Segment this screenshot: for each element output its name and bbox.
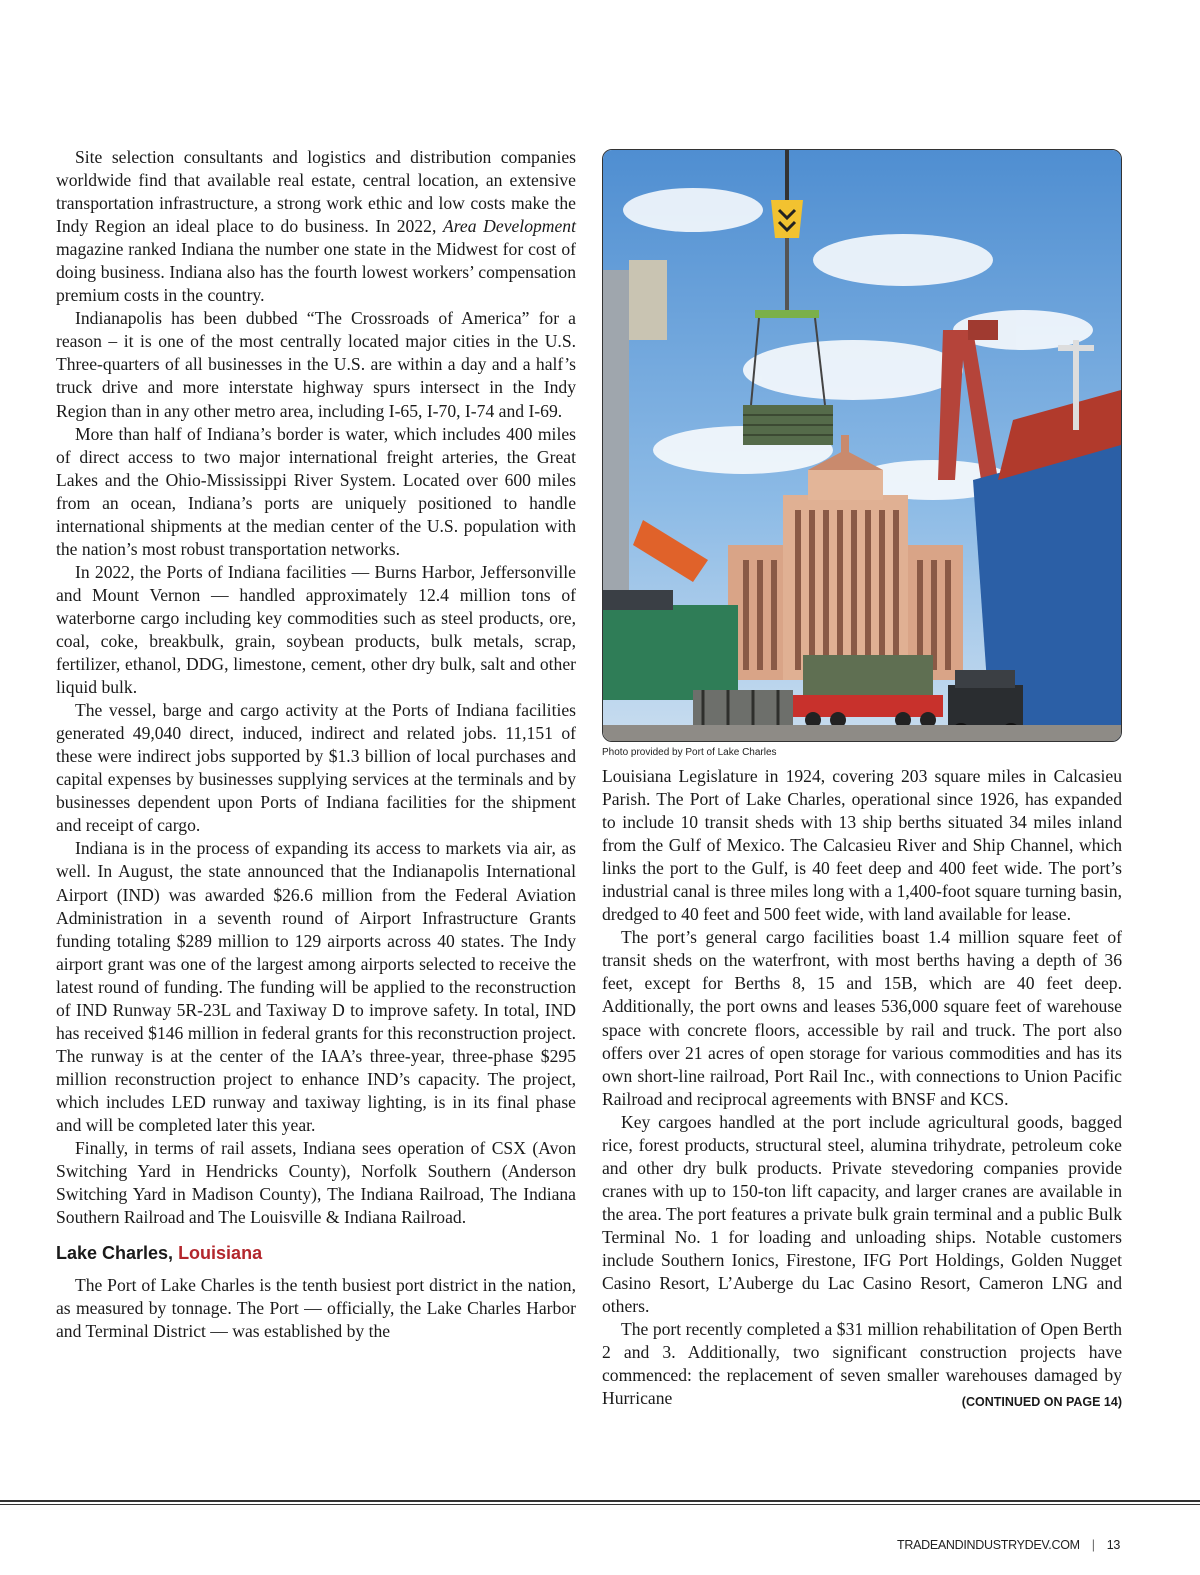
paragraph: Indianapolis has been dubbed “The Crossroads of America” for a reason – it is one of the most centrally located major cities in the U.S. Three-quarters of all businesses in the U.S. are within a day and a half’s truck drive and more interstate highway spurs intersect in the Indy Region than in any other metro area, including I-65, I-70, I-74 and I-69. [56, 308, 576, 421]
paragraph: Site selection consultants and logistics and distribution companies worldwide find that available real estate, central location, an extensive transportation infrastructure, a strong work ethic and low costs make the Indy Region an ideal place to do business. In 2022, Area Development magazine ranked Indiana the number one state in the Midwest for cost of doing business. Indiana also has the fourth lowest workers’ compensation premium costs in the country. [56, 147, 576, 306]
footer-rule [0, 1500, 1200, 1502]
section-heading-lake-charles: Lake Charles, Louisiana [56, 1243, 263, 1264]
right-column [602, 146, 1122, 1414]
port-photo-illustration [603, 150, 1121, 741]
paragraph: Louisiana Legislature in 1924, covering 203 square miles in Calcasieu Parish. The Port of Lake Charles, operational since 1926, has expanded to include 10 transit sheds with 13 ship berths situated 34 miles inland from the Gulf of Mexico. The Calcasieu River and Ship Channel, which links the port to the Gulf, is 40 feet deep and 400 feet wide. The port’s industrial canal is three miles long with a 1,400-foot square turning basin, dredged to 40 feet and 500 feet wide, with land available for lease. [602, 766, 1122, 925]
paragraph: Indiana is in the process of expanding its access to markets via air, as well. In August, the state announced that the Indianapolis International Airport (IND) was awarded $26.6 million from the Federal Aviation Administration in a seventh round of Airport Infrastructure Grants funding totaling $289 million to 129 airports across 40 states. The Indy airport grant was one of the largest among airports selected to receive the latest round of funding. The funding will be applied to the reconstruction of IND Runway 5R-23L and Taxiway D to improve safety. In total, IND has received $146 million in federal grants for this reconstruction project. The runway is at the center of the IAA’s three-year, three-phase $295 million reconstruction project to enhance IND’s capacity. The project, which includes LED runway and taxiway lighting, is in its final phase and will be completed later this year. [56, 838, 576, 1135]
continued-on-page-note: (CONTINUED ON PAGE 14) [961, 1395, 1122, 1410]
paragraph: The port’s general cargo facilities boast 1.4 million square feet of transit sheds on the waterfront, with most berths having a depth of 36 feet, except for Berths 8, 15 and 15B, which are 40 feet deep. Additionally, the port owns and leases 536,000 square feet of warehouse space with concrete floors, accessible by rail and truck. The port also offers over 21 acres of open storage for various commodities and has its own short-line railroad, Port Rail Inc., with connections to Union Pacific Railroad and reciprocal agreements with BNSF and KCS. [602, 927, 1122, 1109]
paragraph: The vessel, barge and cargo activity at the Ports of Indiana facilities generated 49,040 direct, induced, indirect and related jobs. 11,151 of these were indirect jobs supported by $1.3 billion of local purchases and capital expenses by businesses supplying services at the terminals and by businesses dependent upon Ports of Indiana facilities for the shipment and receipt of cargo. [56, 700, 576, 836]
paragraph: More than half of Indiana’s border is water, which includes 400 miles of direct access to two major international freight arteries, the Great Lakes and the Ohio-Mississippi River System. Located over 600 miles from an ocean, Indiana’s ports are uniquely positioned to handle international shipments at the median center of the U.S. population with the nation’s most robust transportation networks. [56, 423, 576, 559]
paragraph: Key cargoes handled at the port include agricultural goods, bagged rice, forest products, structural steel, alumina trihydrate, petroleum coke and other dry bulk products. Private stevedoring companies provide cranes with up to 150-ton lift capacity, and larger cranes are available in the area. The port features a private bulk grain terminal and a public Bulk Terminal No. 1 for loading and unloading ships. Notable customers include Southern Ionics, Firestone, IFG Port Holdings, Golden Nugget Casino Resort, L’Auberge du Lac Casino Resort, Cameron LNG and others. [602, 1111, 1122, 1317]
green-ship [603, 590, 738, 700]
paragraph: In 2022, the Ports of Indiana facilities — Burns Harbor, Jeffersonville and Mount Vernon — handled approximately 12.4 million tons of waterborne cargo including key commodities such as steel products, ore, coal, coke, breakbulk, grain, soybean products, bulk metals, scrap, fertilizer, ethanol, DDG, limestone, cement, other dry bulk, salt and other liquid bulk. [56, 561, 576, 698]
footer-rule-thin [0, 1504, 1200, 1505]
dock [603, 725, 1121, 741]
magazine-title: Area Development [442, 216, 576, 237]
photo-caption: Photo provided by Port of Lake Charles [602, 747, 777, 758]
steel-bundle-load [743, 405, 833, 445]
left-column [56, 146, 576, 1343]
state-name-accent: Louisiana [178, 1243, 263, 1264]
paragraph: The Port of Lake Charles is the tenth busiest port district in the nation, as measured by tonnage. The Port — officially, the Lake Charles Harbor and Terminal District — was established by the [56, 1275, 576, 1342]
paragraph: Finally, in terms of rail assets, Indiana sees operation of CSX (Avon Switching Yard in Hendricks County), Norfolk Southern (Anderson Switching Yard in Madison County), The Indiana Railroad, The Indiana Southern Railroad and The Louisville & Indiana Railroad. [56, 1138, 576, 1228]
footer-site-url: TRADEANDINDUSTRYDEV.COM [897, 1538, 1080, 1552]
page-footer [897, 1538, 1120, 1552]
crane-cab [629, 260, 667, 340]
page-number: 13 [1106, 1538, 1120, 1552]
port-photo [602, 149, 1122, 742]
footer-separator: | [1091, 1538, 1095, 1552]
paragraph: The port recently completed a $31 million rehabilitation of Open Berth 2 and 3. Additionally, two significant construction projects have commenced: the replacement of seven smaller warehouses damaged by Hurricane (CONTINUED ON PAGE 14) [602, 1318, 1122, 1410]
